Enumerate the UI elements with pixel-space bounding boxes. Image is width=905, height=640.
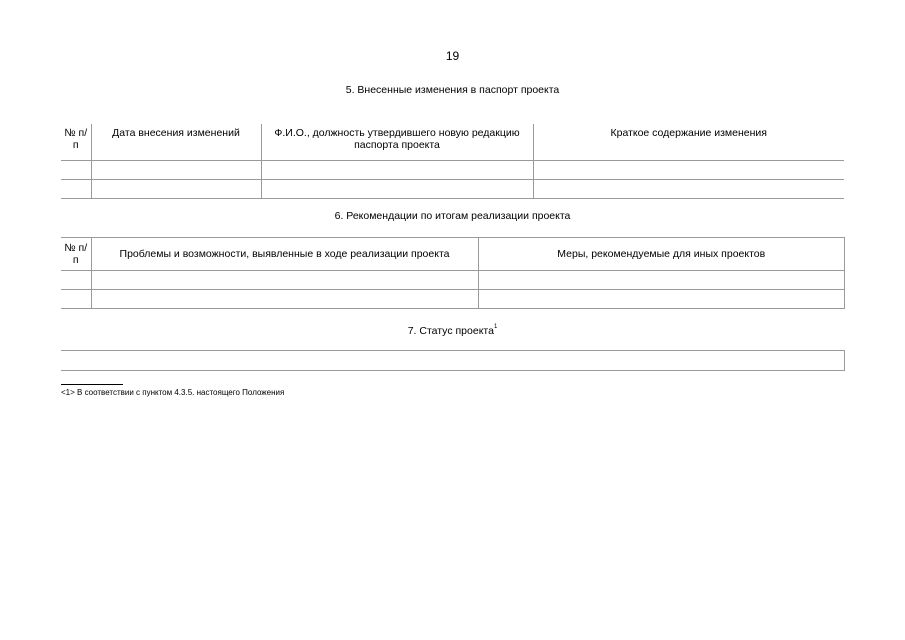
- table-cell: [61, 290, 91, 309]
- page-number: 19: [445, 49, 460, 63]
- table-row: [61, 290, 845, 309]
- table-cell: [478, 290, 845, 309]
- table-cell: [478, 271, 845, 290]
- table-cell: [261, 161, 533, 180]
- table-cell: [61, 180, 91, 199]
- table-cell: [91, 180, 261, 199]
- project-status-box: [61, 350, 845, 371]
- project-changes-table: [61, 124, 844, 199]
- table-row: [61, 271, 845, 290]
- table-header-row: [61, 238, 845, 271]
- table-cell: [261, 180, 533, 199]
- header-problems: Проблемы и возможности, выявленные в ходе реализации проекта: [91, 238, 478, 271]
- header-approver: Ф.И.О., должность утвердившего новую редакцию паспорта проекта: [261, 124, 533, 161]
- table-header-row: [61, 124, 844, 161]
- table-cell: [91, 290, 478, 309]
- table-cell: [61, 161, 91, 180]
- header-change-summary: Краткое содержание изменения: [533, 124, 844, 161]
- header-number: № п/п: [61, 238, 91, 271]
- header-measures: Меры, рекомендуемые для иных проектов: [478, 238, 845, 271]
- footnote-divider: [61, 384, 123, 385]
- recommendations-table: [61, 237, 845, 309]
- section-6-title: 6. Рекомендации по итогам реализации проекта: [334, 210, 571, 222]
- table-cell: [91, 271, 478, 290]
- footnote-mark: 1: [493, 324, 498, 330]
- table-cell: [533, 180, 844, 199]
- section-7-title-text: 7. Статус проекта: [407, 325, 494, 337]
- table-cell: [91, 161, 261, 180]
- table-row: [61, 161, 844, 180]
- header-change-date: Дата внесения изменений: [91, 124, 261, 161]
- table-cell: [533, 161, 844, 180]
- table-row: [61, 180, 844, 199]
- header-number: № п/п: [61, 124, 91, 161]
- table-cell: [61, 271, 91, 290]
- footnote: <1> В соответствии с пунктом 4.3.5. настоящего Положения: [61, 388, 285, 397]
- section-7-title: [0, 325, 905, 337]
- section-5-title: 5. Внесенные изменения в паспорт проекта: [345, 84, 560, 96]
